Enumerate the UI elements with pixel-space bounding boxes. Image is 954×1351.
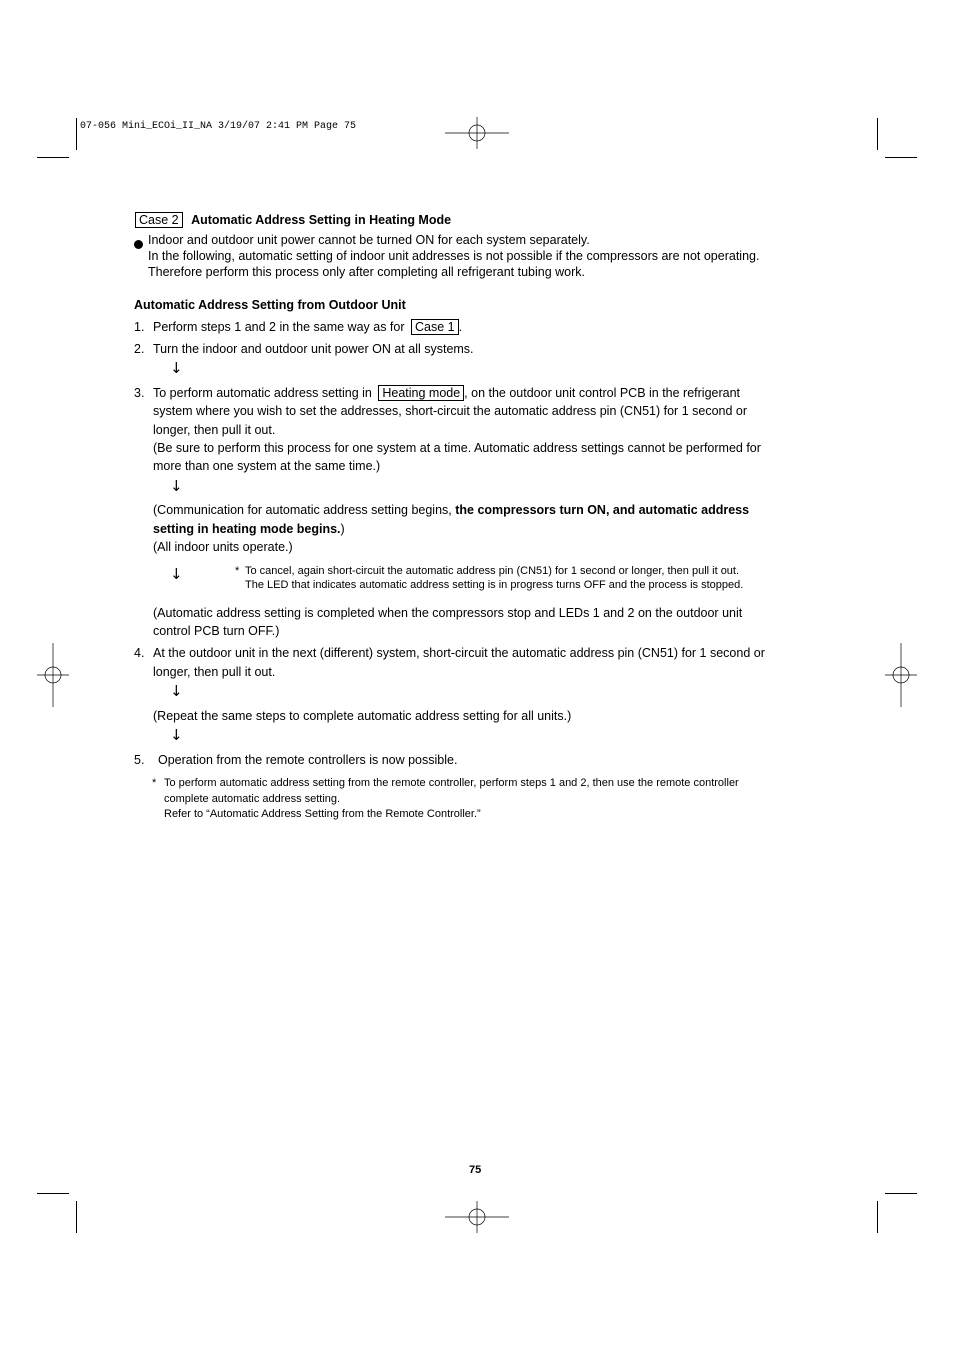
step-number: 1.	[134, 320, 145, 334]
step-3-line: system where you wish to set the addresses, short-circuit the automatic address pin (CN51) for 1 second or	[153, 404, 748, 418]
cancel-note-line: The LED that indicates automatic address setting is in progress turns OFF and the process is stopped.	[245, 579, 744, 591]
step-5-text: Operation from the remote controllers is now possible.	[158, 753, 458, 767]
footnote-star: *	[152, 777, 157, 789]
step-4-line: At the outdoor unit in the next (different) system, short-circuit the automatic address pin (CN51) for 1 second or	[153, 646, 765, 660]
crop-mark	[76, 1201, 77, 1233]
step-1-text: Perform steps 1 and 2 in the same way as for	[153, 320, 405, 334]
communication-line	[153, 501, 749, 519]
step-4-line: longer, then pull it out.	[153, 665, 276, 679]
case2-heading	[135, 211, 451, 229]
step-3-text: , on the outdoor unit control PCB in the refrigerant	[464, 386, 741, 400]
communication-bold: setting in heating mode begins.	[153, 522, 341, 536]
step-3-line	[153, 384, 740, 402]
period: .	[458, 320, 463, 334]
heating-mode-box: Heating mode	[378, 385, 464, 401]
crop-mark	[885, 157, 917, 158]
crop-mark	[885, 1193, 917, 1194]
registration-mark-icon	[445, 117, 509, 149]
registration-mark-icon	[37, 643, 69, 707]
bullet-line: Indoor and outdoor unit power cannot be turned ON for each system separately.	[148, 233, 590, 247]
communication-bold: the compressors turn ON, and automatic address	[455, 503, 750, 517]
cancel-note-star: *	[235, 565, 240, 577]
step-3-text: To perform automatic address setting in	[153, 386, 372, 400]
case2-title: Automatic Address Setting in Heating Mode	[191, 213, 452, 227]
down-arrow-icon: ↓	[170, 359, 183, 377]
bullet-icon	[134, 236, 143, 254]
repeat-text: (Repeat the same steps to complete automatic address setting for all units.)	[153, 709, 572, 723]
printer-slug: 07-056 Mini_ECOi_II_NA 3/19/07 2:41 PM Page 75	[80, 121, 357, 132]
communication-text: )	[340, 522, 345, 536]
step-2-text: Turn the indoor and outdoor unit power ON at all systems.	[153, 342, 474, 356]
cancel-note-line: To cancel, again short-circuit the automatic address pin (CN51) for 1 second or longer, then pull it out.	[245, 565, 740, 577]
down-arrow-icon: ↓	[170, 726, 183, 744]
down-arrow-icon: ↓	[170, 565, 183, 583]
down-arrow-icon: ↓	[170, 477, 183, 495]
crop-mark	[37, 157, 69, 158]
section-title: Automatic Address Setting from Outdoor Unit	[134, 298, 406, 312]
step-number: 4.	[134, 646, 145, 660]
footnote-line: complete automatic address setting.	[164, 793, 341, 805]
step-number: 5.	[134, 753, 145, 767]
case2-box: Case 2	[135, 212, 183, 228]
crop-mark	[877, 1201, 878, 1233]
registration-mark-icon	[885, 643, 917, 707]
communication-text: (Communication for automatic address setting begins,	[153, 503, 456, 517]
step-3-line: (Be sure to perform this process for one system at a time. Automatic address settings cannot be performed for	[153, 441, 761, 455]
page-number: 75	[469, 1164, 482, 1176]
bullet-line: In the following, automatic setting of indoor unit addresses is not possible if the compressors are not operating.	[148, 249, 760, 263]
down-arrow-icon: ↓	[170, 682, 183, 700]
step-3-line: more than one system at the same time.)	[153, 459, 381, 473]
footnote-line: Refer to “Automatic Address Setting from the Remote Controller.”	[164, 808, 481, 820]
registration-mark-icon	[445, 1201, 509, 1233]
crop-mark	[76, 118, 77, 150]
footnote-line: To perform automatic address setting from the remote controller, perform steps 1 and 2, then use the remote controller	[164, 777, 739, 789]
step-number: 3.	[134, 386, 145, 400]
crop-mark	[37, 1193, 69, 1194]
case1-box: Case 1	[411, 319, 459, 335]
complete-line: (Automatic address setting is completed when the compressors stop and LEDs 1 and 2 on the outdoor unit	[153, 606, 743, 620]
step-1	[153, 318, 462, 336]
communication-line	[153, 520, 345, 538]
step-3-line: longer, then pull it out.	[153, 423, 276, 437]
crop-mark	[877, 118, 878, 150]
complete-line: control PCB turn OFF.)	[153, 624, 280, 638]
step-number: 2.	[134, 342, 145, 356]
bullet-line: Therefore perform this process only after completing all refrigerant tubing work.	[148, 265, 585, 279]
all-indoor-text: (All indoor units operate.)	[153, 540, 293, 554]
